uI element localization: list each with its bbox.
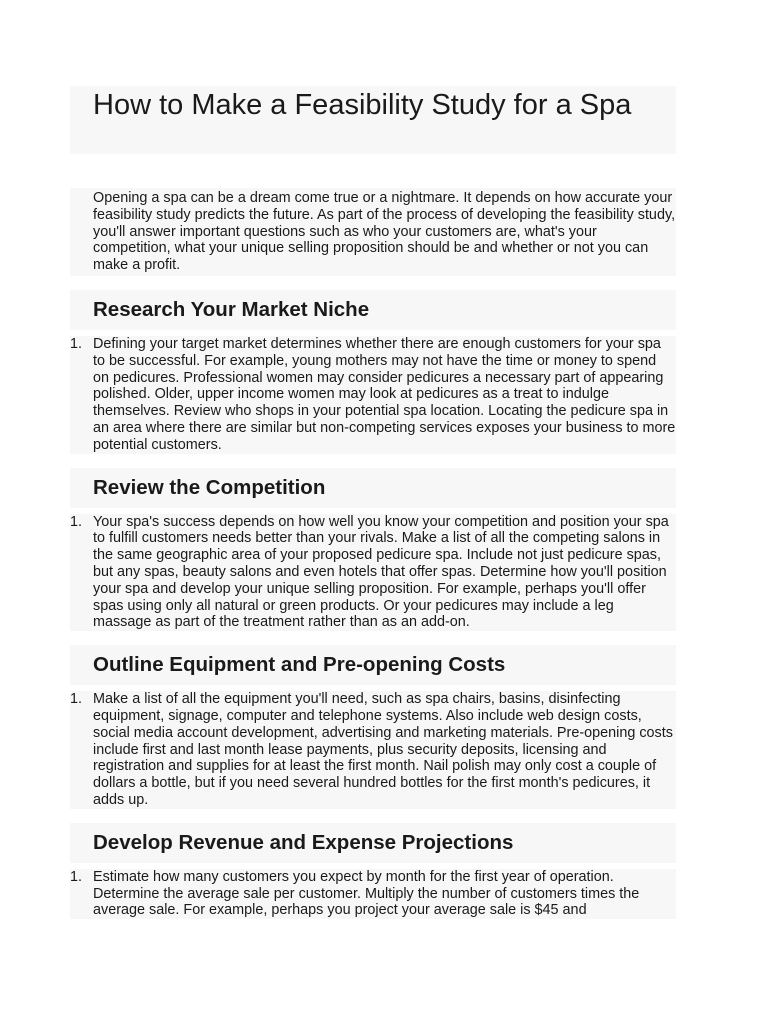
section-heading-block [70, 468, 676, 508]
list-item-text: Your spa's success depends on how well you know your competition and position your spa to fulfill customers needs better than your rivals. Make a list of all the competing salons in the same geographic area of your proposed pedicure spa. Include not just pedicure spas, but any spas, beauty salons and even hotels that offer spas. Determine how you'll position your spa and develop your unique selling proposition. For example, perhaps you'll offer spas using only all natural or green products. Or your pedicures may include a leg massage as part of the treatment rather than as an add-on. [93, 513, 669, 631]
list-item-text: Make a list of all the equipment you'll need, such as spa chairs, basins, disinfecting equipment, signage, computer and telephone systems. Also include web design costs, social media account development, advertising and marketing materials. Pre-opening costs include first and last month lease payments, plus security deposits, licensing and registration and supplies for at least the first month. Nail polish may only cost a couple of dollars a bottle, but if you need several hundred bottles for the first month's pedicures, it adds up. [93, 691, 673, 808]
section-heading-block [70, 823, 676, 863]
list-number: 1. [70, 513, 83, 530]
section-heading-competition: Review the Competition [93, 475, 326, 499]
list-number: 1. [70, 335, 83, 352]
list-item [70, 336, 676, 454]
list-item [70, 869, 676, 919]
list-number: 1. [70, 691, 83, 708]
intro-paragraph: Opening a spa can be a dream come true or a nightmare. It depends on how accurate your feasibility study predicts the future. As part of the process of developing the feasibility study, you'll answer important questions such as who your customers are, what's your competition, what your unique selling proposition should be and whether or not you can make a profit. [93, 190, 676, 274]
section-heading-revenue-projections: Develop Revenue and Expense Projections [93, 830, 514, 854]
section-heading-market-niche: Research Your Market Niche [93, 297, 370, 321]
section-heading-equipment-costs: Outline Equipment and Pre-opening Costs [93, 653, 506, 677]
list-item-text: Estimate how many customers you expect by month for the first year of operation. Determine the average sale per customer. Multiply the number of customers times the average sale. For example, perhaps you project your average sale is $45 and [93, 868, 640, 919]
list-item [70, 514, 676, 632]
list-item-text: Defining your target market determines whether there are enough customers for your spa to be successful. For example, young mothers may not have the time or money to spend on pedicures. Professional women may consider pedicures a necessary part of appearing polished. Older, upper income women may look at pedicures as a treat to indulge themselves. Review who shops in your potential spa location. Locating the pedicure spa in an area where there are similar but non-competing services exposes your business to more potential customers. [93, 335, 676, 453]
list-number: 1. [70, 868, 83, 885]
article [70, 86, 676, 919]
page-title: How to Make a Feasibility Study for a Spa [93, 89, 632, 121]
section-heading-block [70, 290, 676, 330]
title-block [70, 86, 676, 154]
section-heading-block [70, 645, 676, 685]
intro-block [70, 188, 676, 276]
list-item [70, 691, 676, 809]
